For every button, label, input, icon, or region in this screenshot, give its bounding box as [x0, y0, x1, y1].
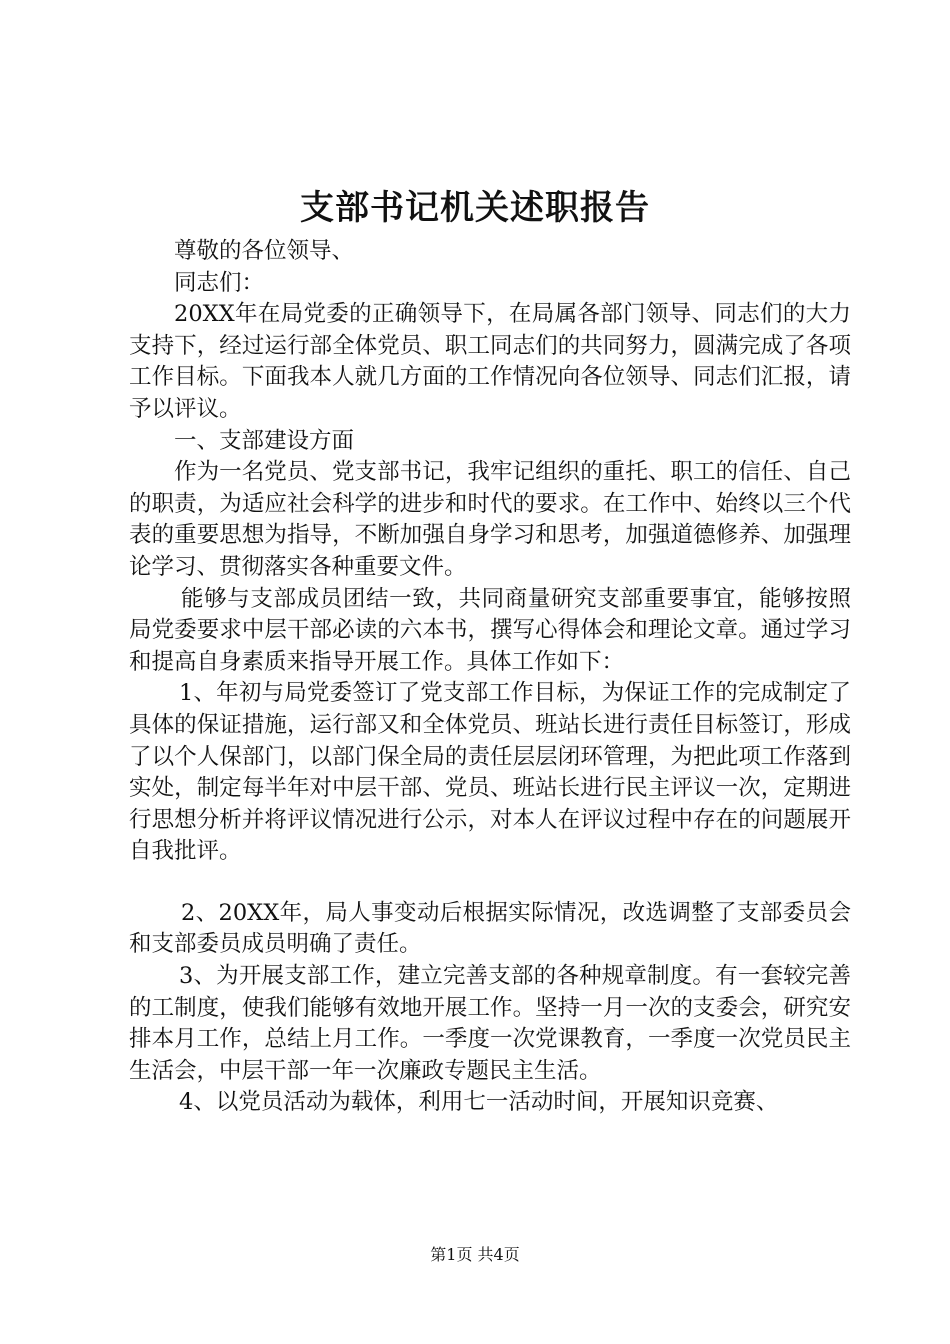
document-body	[129, 236, 851, 1119]
paragraph-item-4: 4、以党员活动为载体，利用七一活动时间，开展知识竞赛、	[179, 1089, 779, 1116]
paragraph-item-1: 1、年初与局党委签订了党支部工作目标，为保证工作的完成制定了具体的保证措施，运行部又和全体党员、班站长进行责任目标签订，形成了以个人保部门，以部门保全局的责任层层闭环管理，为把此项工作落到实处，制定每半年对中层干部、党员、班站长进行民主评议一次，定期进行思想分析并将评议情况进行公示，对本人在评议过程中存在的问题展开自我批评。	[129, 680, 851, 865]
paragraph-role: 作为一名党员、党支部书记，我牢记组织的重托、职工的信任、自己的职责，为适应社会科学的进步和时代的要求。在工作中、始终以三个代表的重要思想为指导，不断加强自身学习和思考，加强道德修养、加强理论学习、贯彻落实各种重要文件。	[129, 459, 851, 580]
salutation-line-2: 同志们：	[174, 269, 265, 296]
paragraph-team: 能够与支部成员团结一致，共同商量研究支部重要事宜，能够按照局党委要求中层干部必读的六本书，撰写心得体会和理论文章。通过学习和提高自身素质来指导开展工作。具体工作如下：	[129, 585, 851, 675]
page-footer: 第1页 共4页	[430, 1245, 520, 1264]
paragraph-item-2: 2、20XX年，局人事变动后根据实际情况，改选调整了支部委员会和支部委员成员明确了责任。	[129, 899, 851, 958]
paragraph-intro: 20XX年在局党委的正确领导下，在局属各部门领导、同志们的大力支持下，经过运行部全体党员、职工同志们的共同努力，圆满完成了各项工作目标。下面我本人就几方面的工作情况向各位领导、同志们汇报，请予以评议。	[129, 301, 851, 422]
salutation-line-1: 尊敬的各位领导、	[174, 238, 355, 264]
paragraph-item-3: 3、为开展支部工作，建立完善支部的各种规章制度。有一套较完善的工制度，使我们能够有效地开展工作。坚持一月一次的支委会，研究安排本月工作，总结上月工作。一季度一次党课教育，一季度一次党员民主生活会，中层干部一年一次廉政专题民主生活。	[129, 963, 851, 1084]
paragraph-gap	[129, 868, 851, 898]
section-heading: 一、支部建设方面	[174, 427, 355, 454]
document-title: 支部书记机关述职报告	[300, 188, 650, 228]
